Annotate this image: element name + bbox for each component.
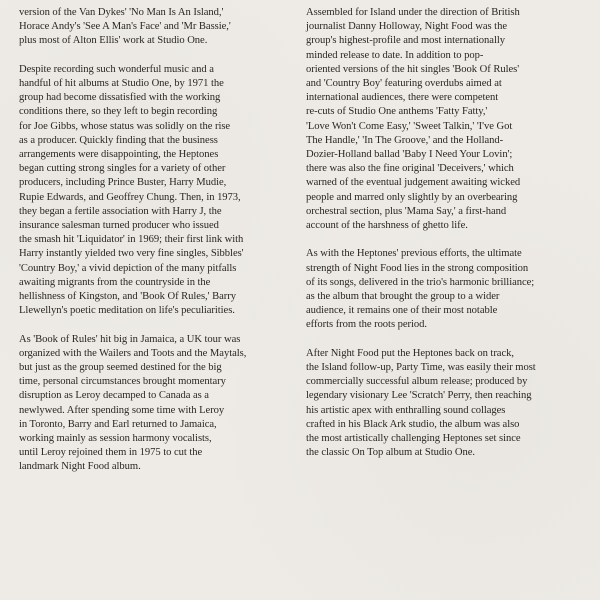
text-line: journalist Danny Holloway, Night Food was the xyxy=(306,21,507,33)
text-line: organized with the Wailers and Toots and the Maytals, xyxy=(19,347,247,359)
text-line: for Joe Gibbs, whose status was solidly on the rise xyxy=(19,120,231,132)
paragraph xyxy=(306,347,581,461)
text-line: re-cuts of Studio One anthems 'Fatty Fatty,' xyxy=(306,106,488,118)
text-line: legendary visionary Lee 'Scratch' Perry, then reaching xyxy=(306,390,532,402)
text-line: Rupie Edwards, and Geoffrey Chung. Then, in 1973, xyxy=(19,191,241,203)
text-line: crafted in his Black Ark studio, the album was also xyxy=(306,418,520,430)
text-line: After Night Food put the Heptones back on track, xyxy=(306,347,514,359)
text-line: version of the Van Dykes' 'No Man Is An Island,' xyxy=(19,7,224,18)
text-line: 'Country Boy,' a vivid depiction of the many pitfalls xyxy=(19,262,237,274)
text-line: as a producer. Quickly finding that the business xyxy=(19,134,218,146)
text-line: working mainly as session harmony vocalists, xyxy=(19,433,212,445)
text-line: producers, including Prince Buster, Harry Mudie, xyxy=(19,177,227,189)
text-line: account of the harshness of ghetto life. xyxy=(306,220,468,232)
text-line: Harry instantly yielded two very fine singles, Sibbles' xyxy=(19,248,244,260)
text-line: audience, it remains one of their most notable xyxy=(306,305,498,317)
text-line: Dozier-Holland ballad 'Baby I Need Your Lovin'; xyxy=(306,149,513,161)
text-line: handful of hit albums at Studio One, by 1971 the xyxy=(19,78,224,89)
text-line: time, personal circumstances brought momentary xyxy=(19,376,226,388)
text-line: oriented versions of the hit singles 'Book Of Rules' xyxy=(306,63,520,75)
paragraph xyxy=(19,333,281,475)
text-line: minded release to date. In addition to pop- xyxy=(306,49,484,61)
text-line: people and marred only slightly by an overbearing xyxy=(306,191,518,203)
text-line: strength of Night Food lies in the strong composition xyxy=(306,262,529,274)
text-line: disruption as Leroy decamped to Canada as a xyxy=(19,390,209,402)
text-line: The Handle,' 'In The Groove,' and the Holland- xyxy=(306,134,504,146)
text-line: landmark Night Food album. xyxy=(19,461,141,473)
paragraph xyxy=(306,247,581,332)
text-line: conditions there, so they left to begin recording xyxy=(19,106,218,118)
text-line: the smash hit 'Liquidator' in 1969; their first link with xyxy=(19,234,244,246)
text-line: As with the Heptones' previous efforts, the ultimate xyxy=(306,248,522,260)
text-line: plus most of Alton Ellis' work at Studio One. xyxy=(19,35,208,47)
text-line: as the album that brought the group to a wider xyxy=(306,291,500,303)
text-line: of its songs, delivered in the trio's harmonic brilliance; xyxy=(306,276,535,288)
text-line: in Toronto, Barry and Earl returned to Jamaica, xyxy=(19,418,217,430)
text-line: awaiting migrants from the countryside in the xyxy=(19,276,211,288)
text-line: warned of the eventual judgement awaiting wicked xyxy=(306,177,521,189)
text-line: until Leroy rejoined them in 1975 to cut the xyxy=(19,447,203,459)
text-line: commercially successful album release; produced by xyxy=(306,376,528,388)
left-column xyxy=(19,6,281,489)
text-line: efforts from the roots period. xyxy=(306,319,427,331)
paragraph xyxy=(19,6,281,49)
text-line: Llewellyn's poetic meditation on life's peculiarities. xyxy=(19,305,235,317)
paragraph xyxy=(19,63,281,319)
text-line: there was also the fine original 'Deceivers,' which xyxy=(306,163,514,175)
text-line: arrangements were disappointing, the Heptones xyxy=(19,149,219,161)
text-line: Assembled for Island under the direction of British xyxy=(306,7,520,18)
text-line: the most artistically challenging Heptones set since xyxy=(306,433,521,445)
text-line: group's highest-profile and most internationally xyxy=(306,35,505,47)
text-line: and 'Country Boy' featuring overdubs aimed at xyxy=(306,78,502,90)
text-line: Despite recording such wonderful music and a xyxy=(19,63,214,75)
text-line: the classic On Top album at Studio One. xyxy=(306,447,475,459)
text-line: international audiences, there were competent xyxy=(306,92,499,104)
text-line: hellishness of Kingston, and 'Book Of Rules,' Barry xyxy=(19,291,236,303)
text-line: 'Love Won't Come Easy,' 'Sweet Talkin,' 'I've Got xyxy=(306,120,513,132)
text-line: As 'Book of Rules' hit big in Jamaica, a UK tour was xyxy=(19,333,241,345)
text-line: began cutting strong singles for a variety of other xyxy=(19,163,226,175)
text-line: but just as the group seemed destined for the big xyxy=(19,362,222,374)
text-line: newlywed. After spending some time with Leroy xyxy=(19,404,225,416)
text-line: Horace Andy's 'See A Man's Face' and 'Mr Bassie,' xyxy=(19,21,231,33)
text-line: they began a fertile association with Harry J, the xyxy=(19,205,222,217)
text-line: the Island follow-up, Party Time, was easily their most xyxy=(306,362,536,374)
paragraph xyxy=(306,6,581,233)
text-line: orchestral section, plus 'Mama Say,' a first-hand xyxy=(306,205,507,217)
text-line: insurance salesman turned producer who issued xyxy=(19,220,219,232)
text-line: group had become dissatisfied with the working xyxy=(19,92,221,104)
text-line: his artistic apex with enthralling sound collages xyxy=(306,404,506,416)
right-column xyxy=(306,6,581,475)
